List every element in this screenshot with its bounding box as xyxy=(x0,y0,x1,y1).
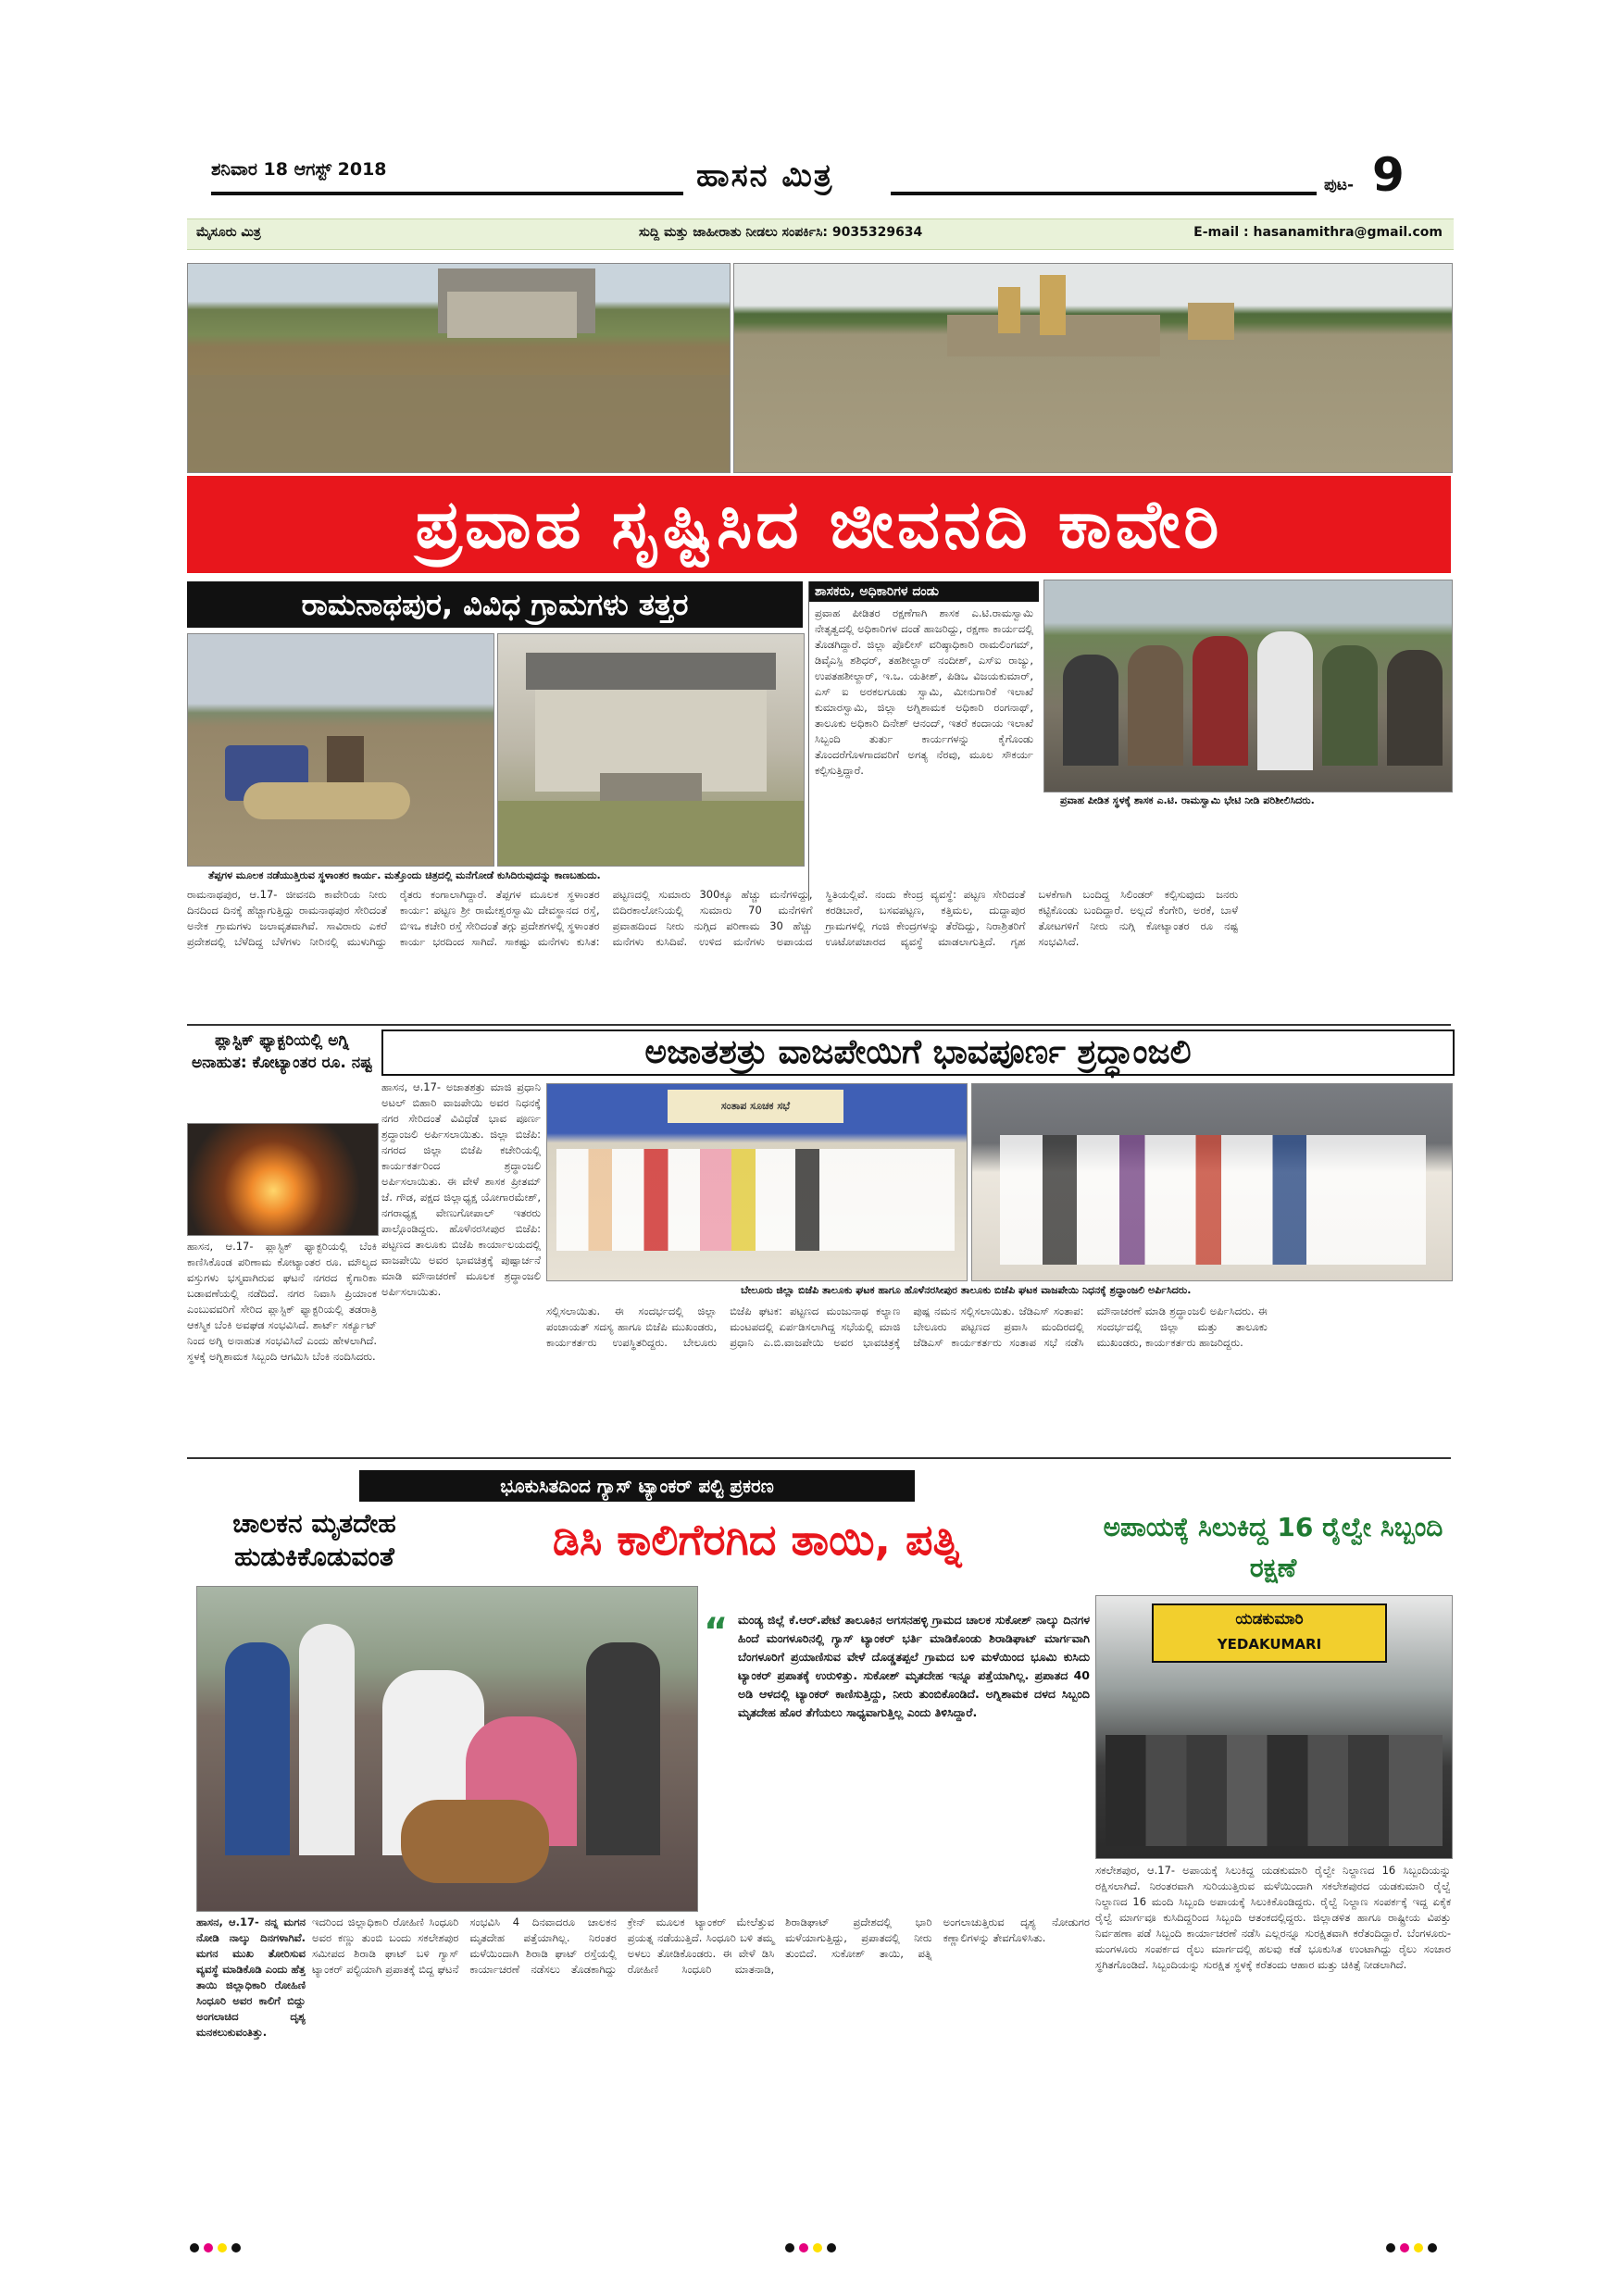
header-rule-left xyxy=(211,192,683,195)
side-box xyxy=(808,581,1039,901)
bjp-meeting-photo xyxy=(546,1083,968,1281)
page-number: 9 xyxy=(1372,148,1405,202)
collapsed-house-photo xyxy=(497,633,805,867)
tribute-headline: ಅಜಾತಶತ್ರು ವಾಜಪೇಯಿಗೆ ಭಾವಪೂರ್ಣ ಶ್ರದ್ಧಾಂಜಲಿ xyxy=(381,1029,1455,1076)
fire-body: ಹಾಸನ, ಆ.17- ಪ್ಲಾಸ್ಟಿಕ್ ಫ್ಯಾಕ್ಟರಿಯಲ್ಲಿ ಬೆಂಕಿ ಕಾಣಿಸಿಕೊಂಡ ಪರಿಣಾಮ ಕೋಟ್ಯಾಂತರ ರೂ. ಮೌಲ್ಯದ ವಸ್ತುಗಳು ಭಸ್ಮವಾಗಿರುವ ಘಟನೆ ನಗರದ ಕೈಗಾರಿಕಾ ಬಡಾವಣೆಯಲ್ಲಿ ನಡೆದಿದೆ. ನಗರ ನಿವಾಸಿ ಪ್ರಿಯಾಂಕ ಎಂಬುವವರಿಗೆ ಸೇರಿದ ಪ್ಲಾಸ್ಟಿಕ್ ಫ್ಯಾಕ್ಟರಿಯಲ್ಲಿ ತಡರಾತ್ರಿ ಆಕಸ್ಮಿಕ ಬೆಂಕಿ ಅವಘಡ ಸಂಭವಿಸಿದೆ. ಶಾರ್ಟ್ ಸರ್ಕ್ಯೂಟ್ ನಿಂದ ಅಗ್ನಿ ಅನಾಹುತ ಸಂಭವಿಸಿದೆ ಎಂದು ಹೇಳಲಾಗಿದೆ. ಸ್ಥಳಕ್ಕೆ ಅಗ್ನಿಶಾಮಕ ಸಿಬ್ಬಂದಿ ಆಗಮಿಸಿ ಬೆಂಕಿ ನಂದಿಸಿದರು. xyxy=(187,1240,377,1363)
raft-rescue-photo xyxy=(187,633,494,867)
dc-mother-photo xyxy=(196,1586,698,1912)
lead-headline: ಪ್ರವಾಹ ಸೃಷ್ಟಿಸಿದ ಜೀವನದಿ ಕಾವೇರಿ xyxy=(187,476,1451,573)
registration-dots-left xyxy=(190,2239,245,2256)
flood-photo-temple xyxy=(733,263,1453,473)
tribute-intro: ಹಾಸನ, ಆ.17- ಅಜಾತಶತ್ರು ಮಾಜಿ ಪ್ರಧಾನಿ ಅಟಲ್ ಬಿಹಾರಿ ವಾಜಪೇಯಿ ಅವರ ನಿಧನಕ್ಕೆ ನಗರ ಸೇರಿದಂತೆ ವಿವಿಧೆಡೆ ಭಾವ ಪೂರ್ಣ ಶ್ರದ್ಧಾಂಜಲಿ ಅರ್ಪಿಸಲಾಯಿತು. ಜಿಲ್ಲಾ ಬಿಜೆಪಿ: ನಗರದ ಜಿಲ್ಲಾ ಬಿಜೆಪಿ ಕಚೇರಿಯಲ್ಲಿ ಕಾರ್ಯಕರ್ತರಿಂದ ಶ್ರದ್ಧಾಂಜಲಿ ಅರ್ಪಿಸಲಾಯಿತು. ಈ ವೇಳೆ ಶಾಸಕ ಪ್ರೀತಮ್ ಜೆ. ಗೌಡ, ಪಕ್ಷದ ಜಿಲ್ಲಾಧ್ಯಕ್ಷ ಯೋಗಾರಮೇಶ್, ನಗರಾಧ್ಯಕ್ಷ ವೇಣುಗೋಪಾಲ್ ಇತರರು ಪಾಲ್ಗೊಂಡಿದ್ದರು. ಹೊಳೆನರಸೀಪುರ ಬಿಜೆಪಿ: ಪಟ್ಟಣದ ತಾಲೂಕು ಬಿಜೆಪಿ ಕಾರ್ಯಾಲಯದಲ್ಲಿ ವಾಜಪೇಯಿ ಅವರ ಭಾವಚಿತ್ರಕ್ಕೆ ಪುಷ್ಪಾರ್ಚನೆ ಮಾಡಿ ಮೌನಾಚರಣೆ ಮೂಲಕ ಶ್ರದ್ಧಾಂಜಲಿ ಅರ್ಪಿಸಲಾಯಿತು. xyxy=(381,1080,541,1298)
tanker-left-headline: ಚಾಲಕನ ಮೃತದೇಹ ಹುಡುಕಿಕೊಡುವಂತೆ xyxy=(232,1508,396,1572)
header-rule-right xyxy=(891,192,1317,195)
banner-text: ಸಂತಾಪ ಸೂಚಕ ಸಭೆ xyxy=(668,1090,843,1123)
page-label: ಪುಟ- xyxy=(1324,176,1354,194)
section-divider-1 xyxy=(187,1024,1451,1026)
tribute-photo-caption: ಬೇಲೂರು ಜಿಲ್ಲಾ ಬಿಜೆಪಿ ತಾಲೂಕು ಘಟಕ ಹಾಗೂ ಹೊಳೆನರಸೀಪುರ ತಾಲೂಕು ಬಿಜೆಪಿ ಘಟಕ ವಾಜಪೇಯಿ ನಿಧನಕ್ಕೆ ಶ್ರದ್ಧಾಂಜಲಿ ಅರ್ಪಿಸಿದರು. xyxy=(741,1284,1192,1296)
section-name: ಮೈಸೂರು ಮಿತ್ರ xyxy=(196,225,261,240)
mla-visit-photo xyxy=(1043,580,1453,792)
registration-dots-center xyxy=(785,2239,841,2256)
tanker-photo-caption: ಹಾಸನ, ಆ.17- ನನ್ನ ಮಗನ ನೋಡಿ ನಾಲ್ಕು ದಿನಗಳಾಗಿವೆ. ಮಗನ ಮುಖ ತೋರಿಸುವ ವ್ಯವಸ್ಥೆ ಮಾಡಿಕೊಡಿ ಎಂದು ಹೆತ್ತ ತಾಯಿ ಜಿಲ್ಲಾಧಿಕಾರಿ ರೋಹಿಣಿ ಸಿಂಧೂರಿ ಅವರ ಕಾಲಿಗೆ ಬಿದ್ದು ಅಂಗಲಾಚಿದ ದೃಶ್ಯ ಮನಕಲುಕುವಂತಿತ್ತು. xyxy=(196,1915,306,2039)
lead-photo-caption: ತೆಪ್ಪಗಳ ಮೂಲಕ ನಡೆಯುತ್ತಿರುವ ಸ್ಥಳಾಂತರ ಕಾರ್ಯ. ಮತ್ತೊಂದು ಚಿತ್ರದಲ್ಲಿ ಮನೆಗೋಡೆ ಕುಸಿದಿರುವುದನ್ನು ಕಾಣಬಹುದು. xyxy=(208,869,601,881)
lead-subhead: ರಾಮನಾಥಪುರ, ವಿವಿಧ ಗ್ರಾಮಗಳು ತತ್ತರ xyxy=(187,581,803,628)
railway-headline: ಅಪಾಯಕ್ಕೆ ಸಿಲುಕಿದ್ದ 16 ರೈಲ್ವೇ ಸಿಬ್ಬಂದಿ ರಕ್ಷಣೆ xyxy=(1103,1512,1443,1583)
tanker-kicker: ಭೂಕುಸಿತದಿಂದ ಗ್ಯಾಸ್ ಟ್ಯಾಂಕರ್ ಪಲ್ಟಿ ಪ್ರಕರಣ xyxy=(359,1470,915,1502)
side-box-headline: ಶಾಸಕರು, ಅಧಿಕಾರಿಗಳ ದಂಡು xyxy=(809,581,1039,602)
masthead: ಹಾಸನ ಮಿತ್ರ xyxy=(696,157,834,194)
lead-body: ರಾಮನಾಥಪುರ, ಆ.17- ಜೀವನದಿ ಕಾವೇರಿಯ ನೀರು ದಿನದಿಂದ ದಿನಕ್ಕೆ ಹೆಚ್ಚಾಗುತ್ತಿದ್ದು ರಾಮನಾಥಪುರ ಸೇರಿದಂತೆ ಅನೇಕ ಗ್ರಾಮಗಳು ಜಲಾವೃತವಾಗಿವೆ. ಸಾವಿರಾರು ಎಕರೆ ಪ್ರದೇಶದಲ್ಲಿ ಬೆಳೆದಿದ್ದ ಬೆಳೆಗಳು ನೀರಿನಲ್ಲಿ ಮುಳುಗಿದ್ದು ರೈತರು ಕಂಗಾಲಾಗಿದ್ದಾರೆ. ತೆಪ್ಪಗಳ ಮೂಲಕ ಸ್ಥಳಾಂತರ ಕಾರ್ಯ: ಪಟ್ಟಣ ಶ್ರೀ ರಾಮೇಶ್ವರಸ್ವಾಮಿ ದೇವಸ್ಥಾನದ ರಸ್ತೆ, ಬಿಇಒ ಕಚೇರಿ ರಸ್ತೆ ಸೇರಿದಂತೆ ತಗ್ಗು ಪ್ರದೇಶಗಳಲ್ಲಿ ಸ್ಥಳಾಂತರ ಕಾರ್ಯ ಭರದಿಂದ ಸಾಗಿದೆ. ಸಾಕಷ್ಟು ಮನೆಗಳು ಕುಸಿತ: ಪಟ್ಟಣದಲ್ಲಿ ಸುಮಾರು 300ಕ್ಕೂ ಹೆಚ್ಚು ಮನೆಗಳಿದ್ದು, ಬಿದಿರಕಾಲೋನಿಯಲ್ಲಿ ಸುಮಾರು 70 ಮನೆಗಳಿಗೆ ಪ್ರವಾಹದಿಂದ ನೀರು ನುಗ್ಗಿದ ಪರಿಣಾಮ 30 ಹೆಚ್ಚು ಮನೆಗಳು ಕುಸಿದಿವೆ. ಉಳಿದ ಮನೆಗಳು ಅಪಾಯದ ಸ್ಥಿತಿಯಲ್ಲಿವೆ. ನಂದು ಕೇಂದ್ರ ವ್ಯವಸ್ಥೆ: ಪಟ್ಟಣ ಸೇರಿದಂತೆ ಕರಡಿಬಾರೆ, ಬಸವಪಟ್ಟಣ, ಕತ್ತಿಮಲ, ದುದ್ದಾಪುರ ಗ್ರಾಮಗಳಲ್ಲಿ ಗಂಜಿ ಕೇಂದ್ರಗಳನ್ನು ತೆರೆದಿದ್ದು, ನಿರಾಶ್ರಿತರಿಗೆ ಊಟೋಪಚಾರದ ವ್ಯವಸ್ಥೆ ಮಾಡಲಾಗುತ್ತಿದೆ. ಗೃಹ ಬಳಕೆಗಾಗಿ ಬಂದಿದ್ದ ಸಿಲಿಂಡರ್ ಕಲ್ಪಿಸುವುದು ಜನರು ಕಟ್ಟಿಕೊಂಡು ಬಂದಿದ್ದಾರೆ. ಅಲ್ಲದೆ ಕೆಂಗೇರಿ, ಅರಕೆ, ಬಾಳೆ ತೋಟಗಳಿಗೆ ನೀರು ನುಗ್ಗಿ ಕೋಟ್ಯಾಂತರ ರೂ ನಷ್ಟ ಸಂಭವಿಸಿದೆ. xyxy=(187,888,1239,948)
info-strip xyxy=(187,218,1454,250)
fire-headline: ಪ್ಲಾಸ್ಟಿಕ್ ಫ್ಯಾಕ್ಟರಿಯಲ್ಲಿ ಅಗ್ನಿ ಅನಾಹುತ: ಕೋಟ್ಯಾಂತರ ರೂ. ನಷ್ಟ xyxy=(191,1031,373,1072)
mla-visit-caption: ಪ್ರವಾಹ ಪೀಡಿತ ಸ್ಥಳಕ್ಕೆ ಶಾಸಕ ಎ.ಟಿ. ರಾಮಸ್ವಾಮಿ ಭೇಟಿ ನೀಡಿ ಪರಿಶೀಲಿಸಿದರು. xyxy=(1060,794,1315,806)
station-sign-english: YEDAKUMARI xyxy=(1217,1636,1322,1653)
tanker-main-headline: ಡಿಸಿ ಕಾಲಿಗೆರಗಿದ ತಾಯಿ, ಪತ್ನಿ xyxy=(552,1515,962,1565)
party-workers-photo xyxy=(971,1083,1453,1281)
factory-fire-photo xyxy=(187,1123,379,1236)
flood-photo-village xyxy=(187,263,731,473)
quote-mark: “ xyxy=(704,1611,729,1653)
section-divider-2 xyxy=(187,1457,1451,1459)
station-sign-kannada: ಯಡಕುಮಾರಿ xyxy=(1235,1610,1304,1628)
tanker-quote: ಮಂಡ್ಯ ಜಿಲ್ಲೆ ಕೆ.ಆರ್.ಪೇಟೆ ತಾಲೂಕಿನ ಅಗಸನಹಳ್ಳಿ ಗ್ರಾಮದ ಚಾಲಕ ಸುಕೋಶ್ ನಾಲ್ಕು ದಿನಗಳ ಹಿಂದೆ ಮಂಗಳೂರಿನಲ್ಲಿ ಗ್ಯಾಸ್ ಟ್ಯಾಂಕರ್ ಭರ್ತಿ ಮಾಡಿಕೊಂಡು ಶಿರಾಡಿಘಾಟ್ ಮಾರ್ಗವಾಗಿ ಬೆಂಗಳೂರಿಗೆ ಪ್ರಯಾಣಿಸುವ ವೇಳೆ ದೊಡ್ಡತಪ್ಪಲೆ ಗ್ರಾಮದ ಬಳಿ ಮಳೆಯಿಂದ ಭೂಮಿ ಕುಸಿದು ಟ್ಯಾಂಕರ್ ಪ್ರಪಾತಕ್ಕೆ ಉರುಳಿತ್ತು. ಸುಕೋಶ್ ಮೃತದೇಹ ಇನ್ನೂ ಪತ್ತೆಯಾಗಿಲ್ಲ. ಪ್ರಪಾತದ 40 ಅಡಿ ಆಳದಲ್ಲಿ ಟ್ಯಾಂಕರ್ ಕಾಣಿಸುತ್ತಿದ್ದು, ನೀರು ತುಂಬಿಕೊಂಡಿದೆ. ಅಗ್ನಿಶಾಮಕ ದಳದ ಸಿಬ್ಬಂದಿ ಮೃತದೇಹ ಹೊರ ತೆಗೆಯಲು ಸಾಧ್ಯವಾಗುತ್ತಿಲ್ಲ ಎಂದು ತಿಳಿಸಿದ್ದಾರೆ. xyxy=(738,1613,1090,1719)
email-line: E-mail : hasanamithra@gmail.com xyxy=(1193,225,1443,240)
railway-body: ಸಕಲೇಶಪುರ, ಆ.17- ಅಪಾಯಕ್ಕೆ ಸಿಲುಕಿದ್ದ ಯಡಕುಮಾರಿ ರೈಲ್ವೇ ನಿಲ್ದಾಣದ 16 ಸಿಬ್ಬಂದಿಯನ್ನು ರಕ್ಷಿಸಲಾಗಿದೆ. ನಿರಂತರವಾಗಿ ಸುರಿಯುತ್ತಿರುವ ಮಳೆಯಿಂದಾಗಿ ಸಕಲೇಶಪುರದ ಯಡಕುಮಾರಿ ರೈಲ್ವೆ ನಿಲ್ದಾಣದ 16 ಮಂದಿ ಸಿಬ್ಬಂದಿ ಅಪಾಯಕ್ಕೆ ಸಿಲುಕಿಕೊಂಡಿದ್ದರು. ರೈಲ್ವೆ ನಿಲ್ದಾಣ ಸಂಪರ್ಕಕ್ಕೆ ಇದ್ದ ಏಕೈಕ ರೈಲ್ವೆ ಮಾರ್ಗವೂ ಕುಸಿದಿದ್ದರಿಂದ ಸಿಬ್ಬಂದಿ ಆತಂಕದಲ್ಲಿದ್ದರು. ಜಿಲ್ಲಾಡಳಿತ ಹಾಗೂ ರಾಷ್ಟ್ರೀಯ ವಿಪತ್ತು ನಿರ್ವಹಣಾ ಪಡೆ ಸಿಬ್ಬಂದಿ ಕಾರ್ಯಾಚರಣೆ ನಡೆಸಿ ಎಲ್ಲರನ್ನೂ ಸುರಕ್ಷಿತವಾಗಿ ಕರೆತಂದಿದ್ದಾರೆ. ಬೆಂಗಳೂರು-ಮಂಗಳೂರು ಸಂಪರ್ಕದ ರೈಲು ಮಾರ್ಗದಲ್ಲಿ ಹಲವು ಕಡೆ ಭೂಕುಸಿತ ಉಂಟಾಗಿದ್ದು ರೈಲು ಸಂಚಾರ ಸ್ಥಗಿತಗೊಂಡಿದೆ. ಸಿಬ್ಬಂದಿಯನ್ನು ಸುರಕ್ಷಿತ ಸ್ಥಳಕ್ಕೆ ಕರೆತಂದು ಆಹಾರ ಮತ್ತು ಚಿಕಿತ್ಸೆ ನೀಡಲಾಗಿದೆ. xyxy=(1095,1864,1451,1971)
issue-date: ಶನಿವಾರ 18 ಆಗಸ್ಟ್ 2018 xyxy=(211,159,387,180)
contact-line: ಸುದ್ದಿ ಮತ್ತು ಜಾಹೀರಾತು ನೀಡಲು ಸಂಪರ್ಕಿಸಿ: 9035329634 xyxy=(639,225,923,240)
side-box-text: ಪ್ರವಾಹ ಪೀಡಿತರ ರಕ್ಷಣೆಗಾಗಿ ಶಾಸಕ ಎ.ಟಿ.ರಾಮಸ್ವಾಮಿ ನೇತೃತ್ವದಲ್ಲಿ ಅಧಿಕಾರಿಗಳ ದಂಡೆ ಹಾಜರಿದ್ದು, ರಕ್ಷಣಾ ಕಾರ್ಯದಲ್ಲಿ ತೊಡಗಿದ್ದಾರೆ. ಜಿಲ್ಲಾ ಪೊಲೀಸ್ ವರಿಷ್ಠಾಧಿಕಾರಿ ರಾಮಲಿಂಗಮ್, ಡಿವೈಎಸ್ಪಿ ಶಶಿಧರ್, ತಹಶೀಲ್ದಾರ್ ನಂದೀಶ್, ಎಸ್ಐ ರಾಜ್ಯು, ಉಪತಹಶೀಲ್ದಾರ್, ಇ.ಒ. ಯತೀಶ್, ಪಿಡಿಒ ವಿಜಯಕುಮಾರ್, ಎಸ್ ಐ ಅರಕಲಗೂಡು ಸ್ವಾಮಿ, ಮೀನುಗಾರಿಕೆ ಇಲಾಖೆ ಕುಮಾರಸ್ವಾಮಿ, ಜಿಲ್ಲಾ ಅಗ್ನಿಶಾಮಕ ಅಧಿಕಾರಿ ರಂಗನಾಥ್, ತಾಲೂಕು ಅಧಿಕಾರಿ ದಿನೇಶ್ ಆನಂದ್, ಇತರೆ ಕಂದಾಯ ಇಲಾಖೆ ಸಿಬ್ಬಂದಿ ತುರ್ತು ಕಾರ್ಯಗಳನ್ನು ಕೈಗೊಂಡು ತೊಂದರೆಗೊಳಗಾದವರಿಗೆ ಅಗತ್ಯ ನೆರವು, ಮೂಲ ಸೌಕರ್ಯ ಕಲ್ಪಿಸುತ್ತಿದ್ದಾರೆ. xyxy=(815,606,1033,777)
tribute-body: ಸಲ್ಲಿಸಲಾಯಿತು. ಈ ಸಂದರ್ಭದಲ್ಲಿ ಜಿಲ್ಲಾ ಪಂಚಾಯತ್ ಸದಸ್ಯ ಹಾಗೂ ಬಿಜೆಪಿ ಮುಖಂಡರು, ಕಾರ್ಯಕರ್ತರು ಉಪಸ್ಥಿತರಿದ್ದರು. ಬೇಲೂರು ಬಿಜೆಪಿ ಘಟಕ: ಪಟ್ಟಣದ ಮಂಜುನಾಥ ಕಲ್ಯಾಣ ಮಂಟಪದಲ್ಲಿ ಏರ್ಪಡಿಸಲಾಗಿದ್ದ ಸಭೆಯಲ್ಲಿ ಮಾಜಿ ಪ್ರಧಾನಿ ಎ.ಬಿ.ವಾಜಪೇಯಿ ಅವರ ಭಾವಚಿತ್ರಕ್ಕೆ ಪುಷ್ಪ ನಮನ ಸಲ್ಲಿಸಲಾಯಿತು. ಜೆಡಿಎಸ್ ಸಂತಾಪ: ಬೇಲೂರು ಪಟ್ಟಣದ ಪ್ರವಾಸಿ ಮಂದಿರದಲ್ಲಿ ಜೆಡಿಎಸ್ ಕಾರ್ಯಕರ್ತರು ಸಂತಾಪ ಸಭೆ ನಡೆಸಿ ಮೌನಾಚರಣೆ ಮಾಡಿ ಶ್ರದ್ಧಾಂಜಲಿ ಅರ್ಪಿಸಿದರು. ಈ ಸಂದರ್ಭದಲ್ಲಿ ಜಿಲ್ಲಾ ಮತ್ತು ತಾಲೂಕು ಮುಖಂಡರು, ಕಾರ್ಯಕರ್ತರು ಹಾಜರಿದ್ದರು. xyxy=(546,1304,1268,1349)
registration-dots-right xyxy=(1386,2239,1442,2256)
tanker-body: ಇದರಿಂದ ಜಿಲ್ಲಾಧಿಕಾರಿ ರೋಹಿಣಿ ಸಿಂಧೂರಿ ಅವರ ಕಣ್ಣು ತುಂಬಿ ಬಂದು ಸಕಲೇಶಪುರ ಸಮೀಪದ ಶಿರಾಡಿ ಘಾಟ್ ಬಳಿ ಗ್ಯಾಸ್ ಟ್ಯಾಂಕರ್ ಪಲ್ಟಿಯಾಗಿ ಪ್ರಪಾತಕ್ಕೆ ಬಿದ್ದ ಘಟನೆ ಸಂಭವಿಸಿ 4 ದಿನವಾದರೂ ಚಾಲಕನ ಮೃತದೇಹ ಪತ್ತೆಯಾಗಿಲ್ಲ. ನಿರಂತರ ಮಳೆಯಿಂದಾಗಿ ಶಿರಾಡಿ ಘಾಟ್ ರಸ್ತೆಯಲ್ಲಿ ಕಾರ್ಯಾಚರಣೆ ನಡೆಸಲು ತೊಡಕಾಗಿದ್ದು ಕ್ರೇನ್ ಮೂಲಕ ಟ್ಯಾಂಕರ್ ಮೇಲೆತ್ತುವ ಪ್ರಯತ್ನ ನಡೆಯುತ್ತಿದೆ. ಸಿಂಧೂರಿ ಬಳಿ ತಮ್ಮ ಅಳಲು ತೋಡಿಕೊಂಡರು. ಈ ವೇಳೆ ಡಿಸಿ ರೋಹಿಣಿ ಸಿಂಧೂರಿ ಮಾತನಾಡಿ, ಶಿರಾಡಿಘಾಟ್ ಪ್ರದೇಶದಲ್ಲಿ ಭಾರಿ ಮಳೆಯಾಗುತ್ತಿದ್ದು, ಪ್ರಪಾತದಲ್ಲಿ ನೀರು ತುಂಬಿದೆ. ಸುಕೋಶ್ ತಾಯಿ, ಪತ್ನಿ ಅಂಗಲಾಚುತ್ತಿರುವ ದೃಶ್ಯ ನೋಡುಗರ ಕಣ್ಣಾಲಿಗಳನ್ನು ತೇವಗೊಳಿಸಿತು. xyxy=(312,1915,1090,1976)
yedakumari-rescue-photo xyxy=(1095,1595,1453,1859)
